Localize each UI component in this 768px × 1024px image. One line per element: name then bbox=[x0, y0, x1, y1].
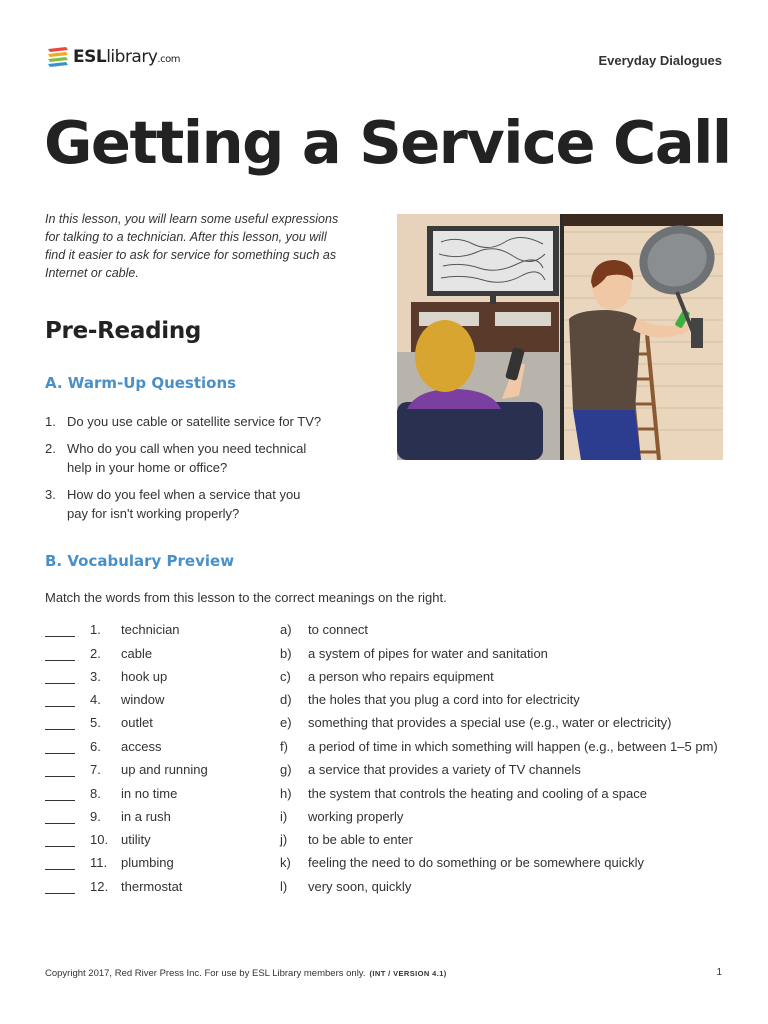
esl-library-logo bbox=[46, 45, 180, 69]
logo-text: ESLlibrary.com bbox=[73, 47, 180, 67]
series-label: Everyday Dialogues bbox=[598, 53, 722, 68]
section-title: Pre-Reading bbox=[45, 318, 202, 344]
answer-blank[interactable] bbox=[45, 729, 75, 730]
answer-blank[interactable] bbox=[45, 706, 75, 707]
answer-blank[interactable] bbox=[45, 636, 75, 637]
book-stack-icon bbox=[46, 45, 70, 69]
vocab-heading: B. Vocabulary Preview bbox=[45, 552, 235, 570]
footer-copyright: Copyright 2017, Red River Press Inc. For use by ESL Library members only. (INT / VERSION 4.1) bbox=[45, 968, 447, 979]
answer-blank[interactable] bbox=[45, 893, 75, 894]
warmup-heading: A. Warm-Up Questions bbox=[45, 374, 237, 392]
vocab-instructions: Match the words from this lesson to the correct meanings on the right. bbox=[45, 590, 447, 605]
technician-satellite-dish-illustration bbox=[397, 214, 723, 460]
answer-blank[interactable] bbox=[45, 823, 75, 824]
question-item: 1. Do you use cable or satellite service for TV? bbox=[45, 414, 322, 429]
answer-blank[interactable] bbox=[45, 683, 75, 684]
intro-paragraph: In this lesson, you will learn some useful expressions for talking to a technician. After this lesson, you will find it easier to ask for service for something such as Internet or cable. bbox=[45, 212, 339, 280]
answer-blank[interactable] bbox=[45, 800, 75, 801]
question-item: 3. How do you feel when a service that you pay for isn't working properly? bbox=[45, 487, 301, 521]
answer-blank[interactable] bbox=[45, 869, 75, 870]
answer-blank[interactable] bbox=[45, 776, 75, 777]
answer-blank[interactable] bbox=[45, 753, 75, 754]
question-item: 2. Who do you call when you need technical help in your home or office? bbox=[45, 441, 307, 475]
version-label: (INT / VERSION 4.1) bbox=[369, 969, 447, 978]
answer-blank[interactable] bbox=[45, 660, 75, 661]
page-number: 1 bbox=[716, 967, 722, 978]
page-title: Getting a Service Call bbox=[44, 108, 731, 177]
answer-blank[interactable] bbox=[45, 846, 75, 847]
